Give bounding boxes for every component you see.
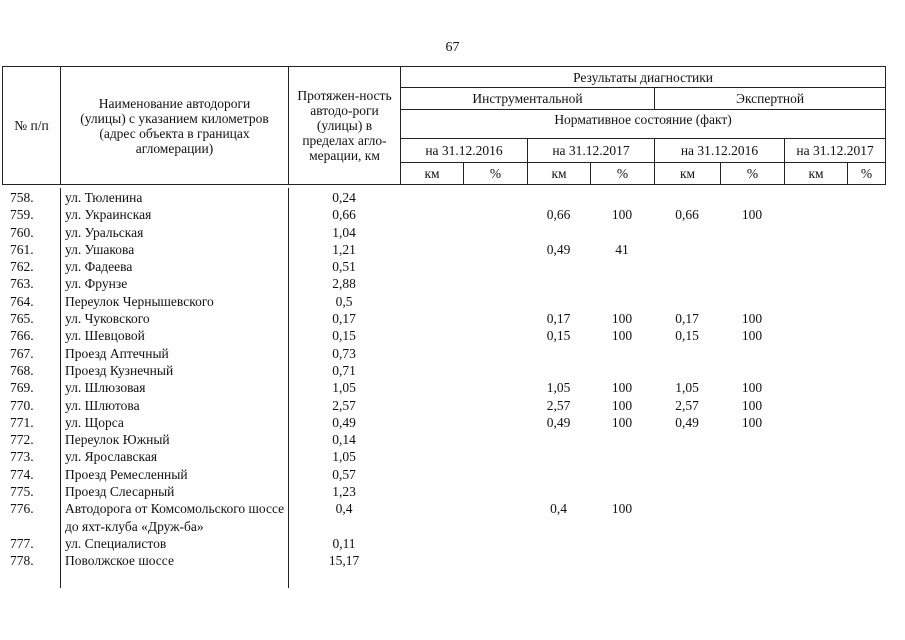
cell-empty bbox=[463, 500, 527, 535]
cell-i17p bbox=[590, 345, 654, 362]
row-number: 768. bbox=[10, 362, 34, 378]
road-name: Проезд Аптечный bbox=[65, 345, 169, 361]
cell-empty bbox=[463, 224, 527, 241]
table-row bbox=[2, 327, 885, 344]
cell-e16p bbox=[720, 241, 784, 258]
cell-i17p: 100 bbox=[611, 414, 633, 430]
road-name: Проезд Ремесленный bbox=[65, 466, 188, 482]
table-row bbox=[2, 189, 885, 206]
cell-e16p bbox=[720, 189, 784, 206]
cell-e16km: 1,05 bbox=[675, 380, 699, 396]
cell-i17km: 0,66 bbox=[546, 207, 571, 223]
cell-i17km bbox=[527, 293, 590, 310]
cell-e16km: 0,49 bbox=[675, 414, 699, 430]
cell-e16km bbox=[654, 448, 720, 465]
cell-empty bbox=[784, 552, 847, 569]
cell-empty bbox=[400, 500, 463, 535]
cell-empty bbox=[847, 224, 885, 241]
cell-empty bbox=[463, 466, 527, 483]
cell-i17p bbox=[590, 362, 654, 379]
cell-e16p: 100 bbox=[741, 380, 763, 396]
cell-empty bbox=[847, 552, 885, 569]
road-length: 0,11 bbox=[332, 535, 356, 551]
header-normative: Нормативное состояние (факт) bbox=[401, 110, 886, 139]
table-row bbox=[2, 362, 885, 379]
header-km: км bbox=[785, 163, 848, 185]
road-name: ул. Шевцовой bbox=[65, 328, 145, 344]
road-length: 1,05 bbox=[332, 380, 356, 396]
header-pct: % bbox=[848, 163, 886, 185]
row-number: 772. bbox=[10, 432, 34, 448]
cell-empty bbox=[463, 206, 527, 223]
cell-i17km: 2,57 bbox=[546, 397, 571, 413]
cell-e16p bbox=[720, 275, 784, 292]
table-row bbox=[2, 275, 885, 292]
road-length: 0,5 bbox=[335, 293, 353, 309]
header-date-2017-instr: на 31.12.2017 bbox=[528, 139, 655, 163]
cell-e16p: 100 bbox=[741, 328, 763, 344]
row-number: 775. bbox=[10, 484, 34, 500]
cell-i17km bbox=[527, 258, 590, 275]
cell-empty bbox=[400, 431, 463, 448]
header-pct: % bbox=[721, 163, 785, 185]
row-number: 764. bbox=[10, 293, 34, 309]
cell-empty bbox=[400, 224, 463, 241]
header-col-name: Наименование автодороги (улицы) с указанием километров (адрес объекта в границах агломерации) bbox=[61, 67, 289, 185]
cell-empty bbox=[847, 483, 885, 500]
cell-e16km bbox=[654, 224, 720, 241]
cell-e16km bbox=[654, 362, 720, 379]
cell-i17p: 100 bbox=[611, 328, 633, 344]
row-number: 769. bbox=[10, 380, 34, 396]
cell-e16km bbox=[654, 241, 720, 258]
cell-empty bbox=[847, 258, 885, 275]
cell-empty bbox=[784, 431, 847, 448]
cell-empty bbox=[463, 362, 527, 379]
table-row bbox=[2, 500, 885, 535]
cell-e16km bbox=[654, 535, 720, 552]
cell-empty bbox=[784, 224, 847, 241]
cell-e16p bbox=[720, 362, 784, 379]
cell-empty bbox=[463, 379, 527, 396]
cell-empty bbox=[847, 345, 885, 362]
cell-i17km: 0,4 bbox=[550, 501, 567, 517]
cell-empty bbox=[463, 327, 527, 344]
road-name: ул. Ярославская bbox=[65, 449, 158, 465]
cell-i17p bbox=[590, 431, 654, 448]
cell-empty bbox=[847, 241, 885, 258]
table-row bbox=[2, 379, 885, 396]
cell-empty bbox=[463, 258, 527, 275]
row-number: 770. bbox=[10, 397, 34, 413]
road-length: 2,57 bbox=[332, 397, 356, 413]
cell-i17km bbox=[527, 431, 590, 448]
road-name: ул. Специалистов bbox=[65, 535, 167, 551]
cell-e16km bbox=[654, 258, 720, 275]
road-length: 1,23 bbox=[332, 484, 356, 500]
cell-empty bbox=[463, 189, 527, 206]
cell-e16p bbox=[720, 466, 784, 483]
cell-empty bbox=[784, 414, 847, 431]
road-name: ул. Фадеева bbox=[65, 259, 133, 275]
table-row bbox=[2, 552, 885, 569]
table-row bbox=[2, 310, 885, 327]
cell-empty bbox=[847, 431, 885, 448]
cell-i17km bbox=[527, 362, 590, 379]
cell-e16p bbox=[720, 345, 784, 362]
cell-empty bbox=[847, 500, 885, 535]
cell-empty bbox=[784, 327, 847, 344]
cell-e16km bbox=[654, 466, 720, 483]
cell-i17km: 1,05 bbox=[546, 380, 571, 396]
row-number: 766. bbox=[10, 328, 34, 344]
road-name: ул. Украинская bbox=[65, 207, 152, 223]
cell-empty bbox=[784, 206, 847, 223]
table-row bbox=[2, 483, 885, 500]
cell-i17p bbox=[590, 293, 654, 310]
cell-i17km: 0,17 bbox=[546, 311, 571, 327]
cell-e16km bbox=[654, 552, 720, 569]
road-length: 0,14 bbox=[332, 432, 356, 448]
cell-empty bbox=[847, 379, 885, 396]
cell-i17p bbox=[590, 483, 654, 500]
header-expert: Экспертной bbox=[655, 88, 886, 110]
cell-empty bbox=[400, 258, 463, 275]
cell-empty bbox=[784, 535, 847, 552]
header-date-2016-instr: на 31.12.2016 bbox=[401, 139, 528, 163]
header-km: км bbox=[401, 163, 464, 185]
cell-empty bbox=[847, 189, 885, 206]
cell-empty bbox=[400, 206, 463, 223]
cell-i17p bbox=[590, 275, 654, 292]
cell-i17km bbox=[527, 483, 590, 500]
cell-empty bbox=[847, 206, 885, 223]
cell-e16p bbox=[720, 552, 784, 569]
road-length: 1,05 bbox=[332, 449, 356, 465]
header-col-length: Протяжен-ность автодо-роги (улицы) в пределах агло-мерации, км bbox=[289, 67, 401, 185]
cell-empty bbox=[784, 345, 847, 362]
cell-empty bbox=[784, 466, 847, 483]
cell-empty bbox=[463, 293, 527, 310]
cell-empty bbox=[784, 275, 847, 292]
cell-empty bbox=[463, 310, 527, 327]
cell-empty bbox=[847, 466, 885, 483]
road-name: ул. Фрунзе bbox=[65, 276, 128, 292]
cell-i17p bbox=[590, 258, 654, 275]
cell-empty bbox=[463, 535, 527, 552]
cell-e16km bbox=[654, 189, 720, 206]
table-row bbox=[2, 414, 885, 431]
road-length: 1,04 bbox=[332, 224, 356, 240]
cell-empty bbox=[400, 189, 463, 206]
row-number: 758. bbox=[10, 190, 34, 205]
data-table bbox=[2, 189, 885, 570]
road-name: Поволжское шоссе bbox=[65, 553, 174, 569]
header-instrumental: Инструментальной bbox=[401, 88, 655, 110]
cell-empty bbox=[400, 241, 463, 258]
cell-empty bbox=[847, 327, 885, 344]
road-name: Переулок Южный bbox=[65, 432, 170, 448]
cell-empty bbox=[400, 397, 463, 414]
cell-e16p: 100 bbox=[741, 311, 763, 327]
table-row bbox=[2, 258, 885, 275]
cell-e16p: 100 bbox=[741, 414, 763, 430]
cell-i17p bbox=[590, 448, 654, 465]
cell-empty bbox=[400, 327, 463, 344]
header-km: км bbox=[655, 163, 721, 185]
header-col-num: № п/п bbox=[3, 67, 61, 185]
row-number: 761. bbox=[10, 241, 34, 257]
road-name: ул. Уральская bbox=[65, 224, 144, 240]
road-name: ул. Щорса bbox=[65, 414, 124, 430]
cell-i17p bbox=[590, 189, 654, 206]
cell-i17p: 100 bbox=[611, 501, 633, 517]
cell-empty bbox=[784, 500, 847, 535]
row-number: 760. bbox=[10, 224, 34, 240]
cell-e16km: 0,66 bbox=[675, 207, 699, 223]
cell-i17km: 0,15 bbox=[546, 328, 571, 344]
cell-empty bbox=[784, 293, 847, 310]
road-length: 0,4 bbox=[335, 501, 353, 517]
cell-empty bbox=[400, 448, 463, 465]
cell-e16km bbox=[654, 293, 720, 310]
cell-empty bbox=[847, 275, 885, 292]
road-length: 1,21 bbox=[332, 241, 356, 257]
table-row bbox=[2, 345, 885, 362]
cell-empty bbox=[463, 345, 527, 362]
cell-empty bbox=[400, 362, 463, 379]
cell-e16p bbox=[720, 448, 784, 465]
row-number: 771. bbox=[10, 414, 34, 430]
cell-empty bbox=[784, 189, 847, 206]
header-date-2016-exp: на 31.12.2016 bbox=[655, 139, 785, 163]
cell-i17km bbox=[527, 535, 590, 552]
cell-i17km bbox=[527, 552, 590, 569]
cell-i17km bbox=[527, 275, 590, 292]
header-diag-results: Результаты диагностики bbox=[401, 67, 886, 88]
row-number: 774. bbox=[10, 466, 34, 482]
road-length: 0,49 bbox=[332, 414, 356, 430]
cell-empty bbox=[784, 258, 847, 275]
road-name: Переулок Чернышевского bbox=[65, 293, 214, 309]
cell-e16p bbox=[720, 431, 784, 448]
cell-empty bbox=[847, 362, 885, 379]
cell-empty bbox=[784, 379, 847, 396]
road-length: 0,24 bbox=[332, 190, 356, 205]
road-name: ул. Чуковского bbox=[65, 311, 150, 327]
cell-i17p bbox=[590, 552, 654, 569]
cell-i17p bbox=[590, 224, 654, 241]
cell-e16p bbox=[720, 258, 784, 275]
table-header bbox=[2, 66, 886, 185]
cell-i17km: 0,49 bbox=[546, 241, 571, 257]
cell-empty bbox=[400, 293, 463, 310]
cell-e16p: 100 bbox=[741, 397, 763, 413]
road-name: ул. Тюленина bbox=[65, 190, 143, 205]
cell-e16km: 0,15 bbox=[675, 328, 699, 344]
cell-i17p: 41 bbox=[615, 241, 629, 257]
cell-i17km bbox=[527, 189, 590, 206]
cell-i17p bbox=[590, 466, 654, 483]
road-length: 0,73 bbox=[332, 345, 356, 361]
road-length: 0,17 bbox=[332, 311, 356, 327]
cell-empty bbox=[400, 345, 463, 362]
table-body bbox=[2, 189, 885, 570]
row-number: 759. bbox=[10, 207, 34, 223]
cell-empty bbox=[784, 448, 847, 465]
cell-i17km bbox=[527, 448, 590, 465]
row-number: 778. bbox=[10, 553, 34, 569]
cell-e16p bbox=[720, 224, 784, 241]
cell-i17km bbox=[527, 224, 590, 241]
cell-i17km bbox=[527, 345, 590, 362]
cell-i17p: 100 bbox=[611, 207, 633, 223]
cell-e16km bbox=[654, 500, 720, 535]
row-number: 773. bbox=[10, 449, 34, 465]
row-number: 765. bbox=[10, 311, 34, 327]
road-name: ул. Шлютова bbox=[65, 397, 140, 413]
road-name: Автодорога от Комсомольского шоссе до яхт-клуба «Друж-ба» bbox=[65, 501, 285, 534]
cell-i17p bbox=[590, 535, 654, 552]
header-date-2017-exp: на 31.12.2017 bbox=[785, 139, 886, 163]
cell-empty bbox=[400, 552, 463, 569]
cell-e16km: 2,57 bbox=[675, 397, 699, 413]
cell-empty bbox=[400, 466, 463, 483]
cell-i17p: 100 bbox=[611, 380, 633, 396]
header-km: км bbox=[528, 163, 591, 185]
cell-empty bbox=[847, 397, 885, 414]
row-number: 763. bbox=[10, 276, 34, 292]
cell-e16p bbox=[720, 293, 784, 310]
road-length: 0,57 bbox=[332, 466, 356, 482]
cell-empty bbox=[463, 275, 527, 292]
cell-e16km bbox=[654, 431, 720, 448]
cell-empty bbox=[463, 431, 527, 448]
row-number: 776. bbox=[10, 501, 34, 517]
cell-empty bbox=[463, 552, 527, 569]
cell-empty bbox=[400, 310, 463, 327]
cell-e16p bbox=[720, 500, 784, 535]
cell-e16km bbox=[654, 275, 720, 292]
cell-i17p: 100 bbox=[611, 397, 633, 413]
cell-empty bbox=[847, 310, 885, 327]
cell-empty bbox=[784, 483, 847, 500]
page-number: 67 bbox=[445, 40, 460, 55]
header-pct: % bbox=[464, 163, 528, 185]
road-name: Проезд Кузнечный bbox=[65, 362, 174, 378]
road-length: 0,66 bbox=[332, 207, 356, 223]
cell-e16p: 100 bbox=[741, 207, 763, 223]
road-length: 0,15 bbox=[332, 328, 356, 344]
table-row bbox=[2, 224, 885, 241]
table-row bbox=[2, 293, 885, 310]
cell-empty bbox=[784, 241, 847, 258]
road-length: 0,71 bbox=[332, 362, 356, 378]
cell-empty bbox=[784, 397, 847, 414]
cell-empty bbox=[400, 275, 463, 292]
road-name: Проезд Слесарный bbox=[65, 484, 175, 500]
road-length: 0,51 bbox=[332, 259, 356, 275]
table-row bbox=[2, 466, 885, 483]
cell-empty bbox=[463, 241, 527, 258]
cell-empty bbox=[400, 379, 463, 396]
road-name: ул. Шлюзовая bbox=[65, 380, 146, 396]
row-number: 762. bbox=[10, 259, 34, 275]
cell-empty bbox=[400, 483, 463, 500]
row-number: 777. bbox=[10, 535, 34, 551]
road-length: 15,17 bbox=[328, 553, 360, 569]
cell-empty bbox=[463, 483, 527, 500]
cell-empty bbox=[847, 293, 885, 310]
road-name: ул. Ушакова bbox=[65, 241, 135, 257]
cell-empty bbox=[847, 448, 885, 465]
table-row bbox=[2, 535, 885, 552]
cell-empty bbox=[784, 310, 847, 327]
cell-e16km: 0,17 bbox=[675, 311, 699, 327]
cell-empty bbox=[463, 397, 527, 414]
road-length: 2,88 bbox=[332, 276, 356, 292]
cell-empty bbox=[784, 362, 847, 379]
table-row bbox=[2, 397, 885, 414]
cell-i17km bbox=[527, 466, 590, 483]
table-row bbox=[2, 448, 885, 465]
cell-e16km bbox=[654, 345, 720, 362]
cell-empty bbox=[463, 414, 527, 431]
row-number: 767. bbox=[10, 345, 34, 361]
cell-empty bbox=[847, 535, 885, 552]
table-row bbox=[2, 431, 885, 448]
cell-e16km bbox=[654, 483, 720, 500]
cell-empty bbox=[463, 448, 527, 465]
cell-e16p bbox=[720, 535, 784, 552]
cell-i17km: 0,49 bbox=[546, 414, 571, 430]
table-row bbox=[2, 241, 885, 258]
header-pct: % bbox=[591, 163, 655, 185]
cell-empty bbox=[400, 535, 463, 552]
cell-e16p bbox=[720, 483, 784, 500]
cell-empty bbox=[400, 414, 463, 431]
table-row bbox=[2, 206, 885, 223]
cell-empty bbox=[847, 414, 885, 431]
cell-i17p: 100 bbox=[611, 311, 633, 327]
